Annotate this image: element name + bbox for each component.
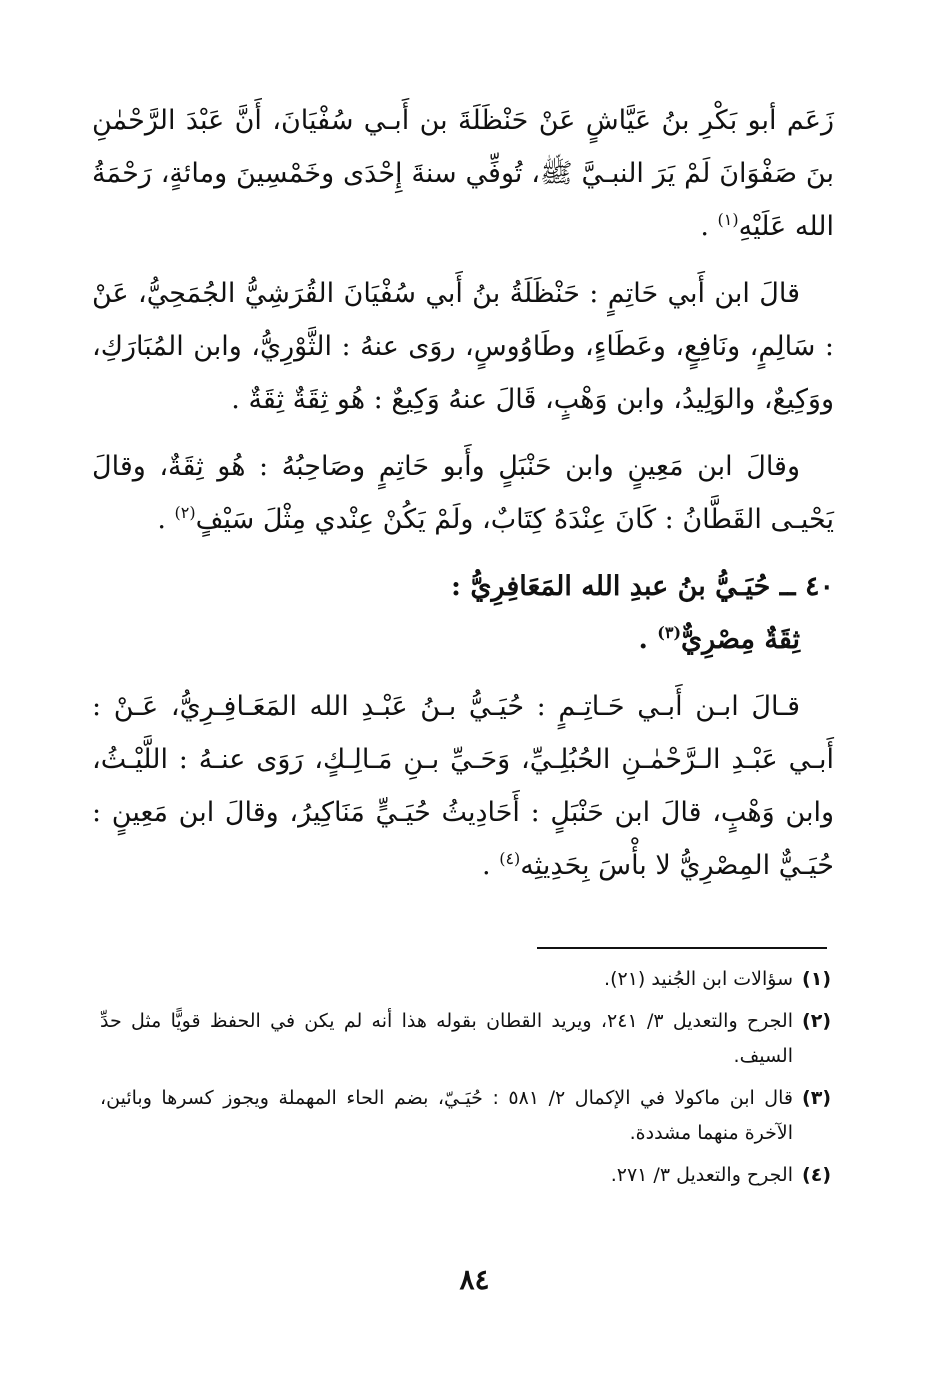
entry-subline (92, 613, 834, 666)
footnote-text: الجرح والتعديل ٣/ ٢٤١، ويريد القطان بقوله هذا أنه لم يكن في الحفظ قويًّا مثل حدِّ السيف. (100, 1010, 794, 1067)
footnote-number: (٤) (802, 1164, 831, 1186)
paragraph-4-end: . (482, 850, 500, 881)
footnote (100, 1158, 831, 1193)
footnote-text: سؤالات ابن الجُنيد (٢١). (604, 968, 793, 990)
footnote (100, 962, 831, 997)
footnote (100, 1004, 831, 1074)
paragraph-4-text: قـالَ ابـن أَبـي حَـاتِـمٍ : حُيَـيُّ بـنُ عَبْـدِ الله المَعَـافِـرِيُّ، عَـنْ : أَبـي عَبْـدِ الـرَّحْمٰـنِ الحُبُلِـيِّ، وَحَـيِّ بـنِ مَـالِـكٍ، رَوَى عنـهُ : اللَّيْـثُ، وابن وَهْبٍ، قالَ ابن حَنْبَلٍ : أَحَادِيثُ حُيَـيٍّ مَنَاكِيرُ، وقالَ ابن مَعِينٍ : حُيَـيٌّ المِصْرِيُّ لا بأْسَ بِحَدِيثِه (92, 691, 834, 881)
main-text (92, 94, 834, 906)
footnote-number: (١) (802, 968, 831, 990)
paragraph-4 (92, 680, 834, 892)
paragraph-3-text: وقالَ ابن مَعِينٍ وابن حَنْبَلٍ وأَبو حَاتِمٍ وصَاحِبُهُ : هُو ثِقَةٌ، وقالَ يَحْيـى القَطَّانُ : كَانَ عِنْدَهُ كِتَابٌ، ولَمْ يَكُنْ عِنْدي مِثْلَ سَيْفٍ (92, 451, 834, 535)
paragraph-2-text: قالَ ابن أَبي حَاتِمٍ : حَنْظَلَةُ بنُ أَبي سُفْيَانَ القُرَشِيُّ الجُمَحِيُّ، عَنْ : سَالِمٍ، ونَافِعٍ، وعَطَاءٍ، وطَاوُوسٍ، روَى عنهُ : الثَّوْرِيُّ، وابن المُبَارَكِ، ووَكِيعٌ، والوَلِيدُ، وابن وَهْبٍ، قَالَ عنهُ وَكِيعٌ : هُو ثِقَةٌ ثِقَةٌ . (92, 278, 834, 415)
footnote-separator (537, 947, 827, 949)
footnote-ref-2: (٢) (174, 503, 196, 522)
footnote-ref-1: (١) (717, 210, 739, 229)
paragraph-1 (92, 94, 834, 253)
footnotes (100, 962, 831, 1200)
footnote-number: (٣) (802, 1087, 831, 1109)
paragraph-3 (92, 440, 834, 546)
footnote-number: (٢) (802, 1010, 831, 1032)
footnote-text: قال ابن ماكولا في الإكمال ٢/ ٥٨١ : حُيَـيّ، بضم الحاء المهملة ويجوز كسرها وبائين، الآخرة منهما مشددة. (100, 1087, 793, 1144)
paragraph-2 (92, 267, 834, 426)
entry-subline-text: ثِقَةٌ مِصْرِيٌّ (681, 624, 800, 655)
page-number: ٨٤ (459, 1263, 490, 1296)
footnote (100, 1081, 831, 1151)
footnote-text: الجرح والتعديل ٣/ ٢٧١. (610, 1164, 793, 1186)
footnote-ref-4: (٤) (499, 849, 521, 868)
footnote-ref-3: (٣) (657, 623, 682, 642)
paragraph-1-text: زَعَم أبو بَكْرِ بنُ عَيَّاشٍ عَنْ حَنْظَلَةَ بن أَبـي سُفْيَانَ، أَنَّ عَبْدَ الرَّحْمٰنِ بنَ صَفْوَانَ لَمْ يَرَ النبـيَّ ﷺ، تُوفِّي سنةَ إِحْدَى وخَمْسِينَ ومائةٍ، رَحْمَةُ الله عَلَيْهِ (92, 105, 834, 242)
entry-subline-end: . (638, 624, 658, 655)
paragraph-3-end: . (157, 504, 175, 535)
entry-heading: ٤٠ ــ حُيَـيُّ بنُ عبدِ الله المَعَافِرِيُّ : (450, 571, 834, 602)
paragraph-1-end: . (700, 211, 718, 242)
